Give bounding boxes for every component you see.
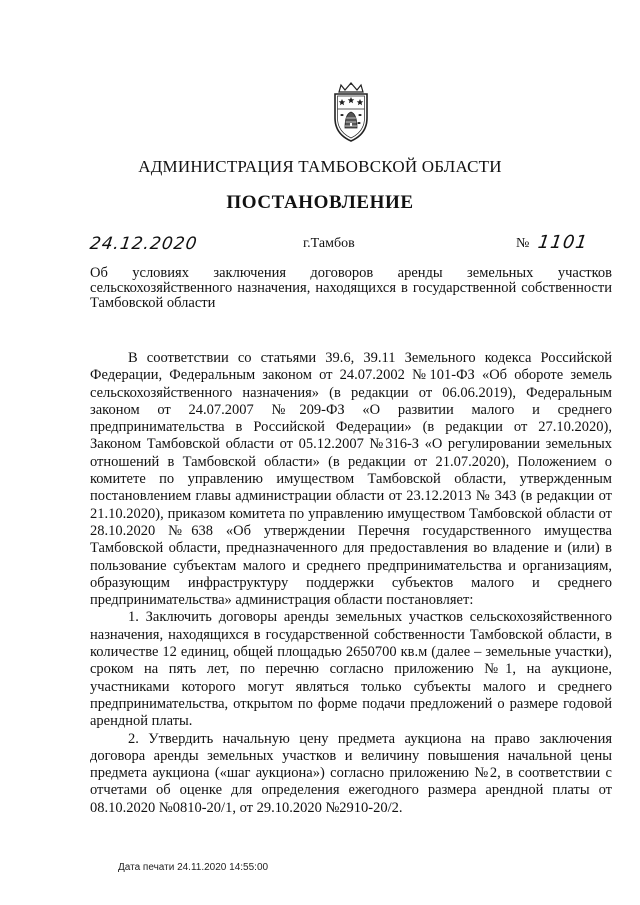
coat-of-arms-icon [325,82,377,144]
handwritten-number: 1101 [536,232,590,253]
city-label: г.Тамбов [303,236,355,251]
preamble-paragraph: В соответствии со статьями 39.6, 39.11 Земельного кодекса Российской Федерации, Федеральным законом от 24.07.2002 №101-ФЗ «Об обороте земель сельскохозяйственного назначения» (в редакции от 06.06.2019), Федеральным законом от 24.07.2007 №209-ФЗ «О развитии малого и среднего предпринимательства в Российской Федерации» (в редакции от 27.10.2020), Законом Тамбовской области от 05.12.2007 №316-З «О регулировании земельных отношений в Тамбовской области» (в редакции от 21.07.2020), Положением о комитете по управлению имуществом Тамбовской области, утвержденным постановлением главы администрации области от 23.12.2013 № 343 (в редакции от 21.10.2020), приказом комитета по управлению имуществом Тамбовской области от 28.10.2020 №638 «Об утверждении Перечня государственного имущества Тамбовской области, предназначенного для предоставления во владение и (или) в пользование субъектам малого и среднего предпринимательства и организациям, образующим инфраструктуру поддержки субъектов малого и среднего предпринимательства» администрация области постановляет: [90,350,612,609]
clause-2-paragraph: 2. Утвердить начальную цену предмета аукциона на право заключения договора аренды земельных участков и величину повышения начальной цены предмета аукциона («шаг аукциона») согласно приложению №2, в соответствии с отчетами об оценке для определения ежегодного размера арендной платы от 08.10.2020 №0810-20/1, от 29.10.2020 №2910-20/2. [90,730,612,816]
agency-title: АДМИНИСТРАЦИЯ ТАМБОВСКОЙ ОБЛАСТИ [138,157,502,176]
number-sign: № [516,236,530,251]
print-date-footer: Дата печати 24.11.2020 14:55:00 [118,862,269,873]
document-subject: Об условиях заключения договоров аренды земельных участков сельскохозяйственного назначения, находящихся в государственной собственности Тамбовской области [90,265,612,311]
clause-1-paragraph: 1. Заключить договоры аренды земельных участков сельскохозяйственного назначения, находящихся в государственной собственности Тамбовской области, в количестве 12 единиц, общей площадью 2650700 кв.м (далее – земельные участки), сроком на пять лет, по перечню согласно приложению №1, на аукционе, участниками которого могут являться только субъекты малого и среднего предпринимательства, открытом по форме подачи предложений о размере годовой арендной платы. [90,609,612,730]
document-type-title: ПОСТАНОВЛЕНИЕ [226,192,414,213]
document-body [90,350,612,817]
handwritten-date: 24.12.2020 [88,234,199,254]
